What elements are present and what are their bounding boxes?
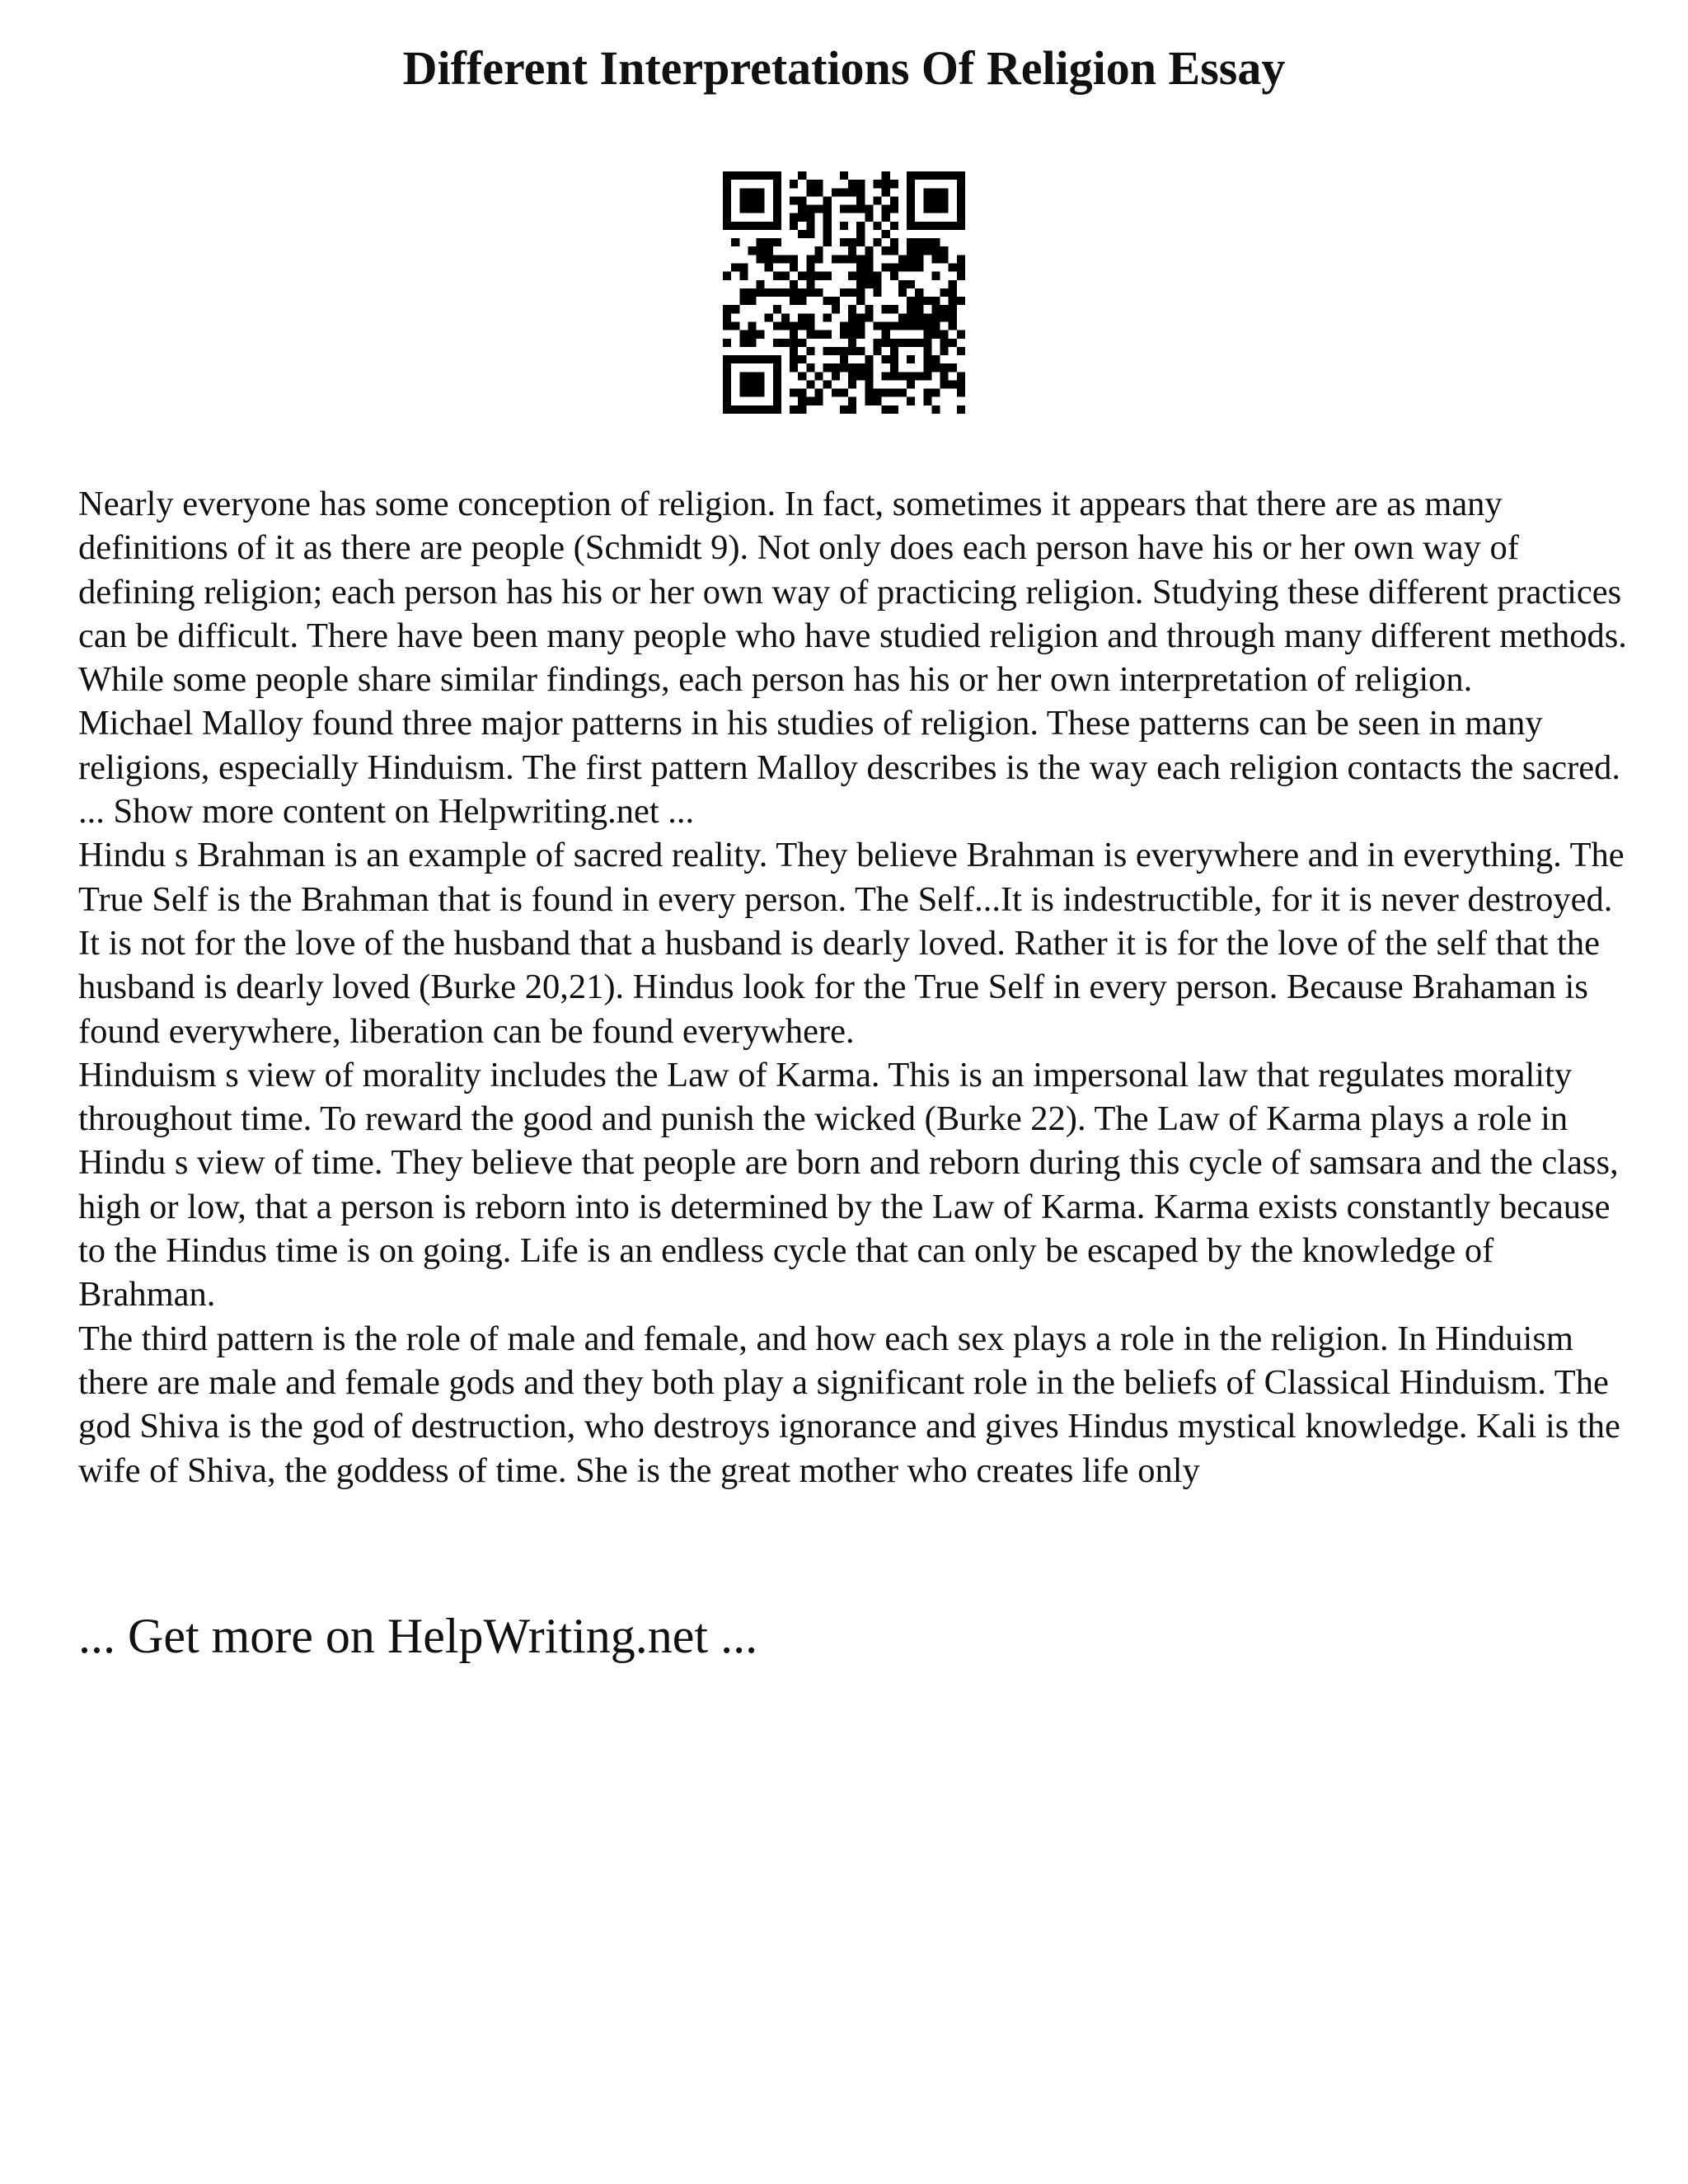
essay-body (78, 482, 1628, 1493)
qr-code-icon (723, 171, 965, 414)
get-more-link[interactable]: ... Get more on HelpWriting.net ... (78, 1609, 758, 1663)
paragraph: Hinduism s view of morality includes the Law of Karma. This is an impersonal law that regulates morality throughout time. To reward the good and punish the wicked (Burke 22). The Law of Karma plays a role in Hindu s view of time. They believe that people are born and reborn during this cycle of samsara and the class, high or low, that a person is reborn into is determined by the Law of Karma. Karma exists constantly because to the Hindus time is on going. Life is an endless cycle that can only be escaped by the knowledge of Brahman. (78, 1055, 1619, 1315)
paragraph: Hindu s Brahman is an example of sacred reality. They believe Brahman is everywhere and in everything. The True Self is the Brahman that is found in every person. The Self...It is indestructible, for it is never destroyed. It is not for the love of the husband that a husband is dearly loved. Rather it is for the love of the self that the husband is dearly loved (Burke 20,21). Hindus look for the True Self in every person. Because Brahaman is found everywhere, liberation can be found everywhere. (78, 836, 1625, 1051)
document-title: Different Interpretations Of Religion Essay (402, 41, 1286, 95)
paragraph: Michael Malloy found three major patterns in his studies of religion. These patterns can be seen in many religions, especially Hinduism. The first pattern Malloy describes is the way each religion contacts the sacred. ... Show more content on Helpwriting.net ... (78, 704, 1621, 832)
paragraph: The third pattern is the role of male and female, and how each sex plays a role in the religion. In Hinduism there are male and female gods and they both play a significant role in the beliefs of Classical Hinduism. The god Shiva is the god of destruction, who destroys ignorance and gives Hindus mystical knowledge. Kali is the wife of Shiva, the goddess of time. She is the great mother who creates life only (78, 1319, 1620, 1490)
paragraph: Nearly everyone has some conception of religion. In fact, sometimes it appears that there are as many definitions of it as there are people (Schmidt 9). Not only does each person have his or her own way of defining religion; each person has his or her own way of practicing religion. Studying these different practices can be difficult. There have been many people who have studied religion and through many different methods. While some people share similar findings, each person has his or her own interpretation of religion. (78, 485, 1627, 700)
